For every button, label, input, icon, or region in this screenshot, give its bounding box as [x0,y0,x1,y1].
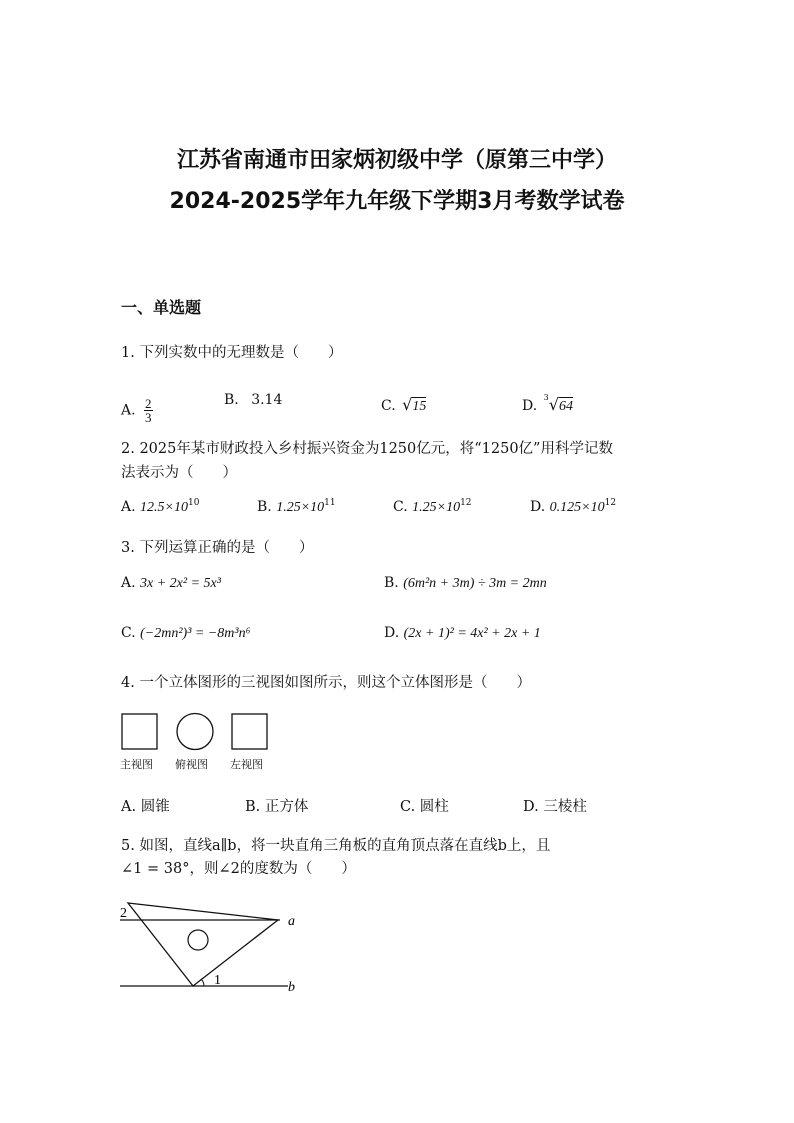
option-b [224,392,282,408]
option-mantissa: 1.25×10 [276,500,325,515]
option-letter: A. [121,402,136,419]
option-a [121,397,153,424]
question-3-option-d [384,625,541,642]
option-letter: B. [224,392,239,408]
option-mantissa: 12.5×10 [140,500,188,515]
question-4-stem: 4. 一个立体图形的三视图如图所示，则这个立体图形是（ ） [121,675,531,691]
side-view-label: 左视图 [230,758,263,771]
question-4-option-a [121,795,170,816]
option-b [257,498,336,516]
triangle-hole [188,930,208,950]
option-letter: B. [245,799,261,815]
question-2-stem-line1: 2. 2025年某市财政投入乡村振兴资金为1250亿元，将“1250亿”用科学记数 [121,441,613,457]
angle-1-arc [201,979,204,986]
option-mantissa: 0.125×10 [549,500,605,515]
question-4-option-d [523,795,587,816]
option-mantissa: 1.25×10 [412,500,461,515]
side-view-square [232,714,267,749]
option-d [530,498,616,516]
question-5-stem-line1: 5. 如图，直线a∥b，将一块直角三角板的直角顶点落在直线b上，且 [121,838,551,854]
radicand: 64 [558,399,573,414]
option-letter: A. [121,575,136,591]
cbrt-expression [543,393,573,414]
option-expression: (6m²n + 3m) ÷ 3m = 2mn [403,576,547,591]
parallel-lines-triangle-figure [110,895,310,995]
option-letter: B. [384,575,399,591]
option-c [381,395,426,415]
top-view-circle [177,714,213,750]
exam-title-line2: 2024-2025学年九年级下学期3月考数学试卷 [169,189,625,214]
option-letter: A. [121,499,136,515]
angle-2-label: 2 [120,906,127,921]
question-4-option-b [245,795,308,816]
line-a-label: a [288,914,295,929]
front-view-square [122,714,157,749]
option-letter: B. [257,499,272,515]
exam-title-line1: 江苏省南通市田家炳初级中学（原第三中学） [176,148,617,173]
option-expression: (−2mn²)³ = −8m³n⁶ [140,626,251,641]
radical-sign: √ [402,395,413,414]
option-expression: (2x + 1)² = 4x² + 2x + 1 [403,626,541,641]
angle-1-label: 1 [214,973,221,988]
option-expression: 3x + 2x² = 5x³ [140,576,221,591]
option-d [522,395,573,415]
question-3-option-a [121,575,221,592]
radicand: 15 [412,399,427,414]
radical-sign: √ [548,395,559,414]
top-view-label: 俯视图 [175,758,208,771]
option-exponent: 12 [460,498,472,508]
option-text: 正方体 [264,799,309,815]
option-letter: D. [530,499,546,515]
front-view-label: 主视图 [120,758,153,771]
three-views-figure [118,708,278,753]
option-letter: A. [121,799,137,815]
question-3-stem: 3. 下列运算正确的是（ ） [121,540,314,556]
question-3-option-c [121,625,250,642]
option-exponent: 10 [187,498,200,508]
right-triangle [128,903,278,986]
option-text: 三棱柱 [543,799,587,815]
question-3-option-b [384,575,547,592]
question-2-stem-line2: 法表示为（ ） [121,465,237,481]
option-c [393,498,472,516]
fraction-denominator: 3 [145,410,152,425]
option-letter: D. [384,625,400,641]
option-exponent: 12 [604,498,617,508]
option-exponent: 11 [324,498,336,508]
option-letter: C. [400,799,416,815]
question-1-stem: 1. 下列实数中的无理数是（ ） [121,345,343,361]
line-b-label: b [288,980,295,995]
question-5-stem-line2: ∠1 = 38°，则∠2的度数为（ ） [121,861,356,877]
option-letter: D. [523,799,539,815]
section-heading: 一、单选题 [121,298,202,317]
fraction [144,397,153,424]
option-letter: C. [393,499,408,515]
option-letter: C. [381,398,396,414]
option-text: 3.14 [251,392,283,408]
option-text: 圆柱 [419,799,449,815]
sqrt-expression [402,395,427,414]
fraction-numerator: 2 [145,396,152,411]
option-text: 圆锥 [140,799,170,815]
option-letter: D. [522,398,538,414]
question-4-option-c [400,795,449,816]
option-letter: C. [121,625,136,641]
root-index: 3 [543,393,549,402]
option-a [121,498,199,516]
